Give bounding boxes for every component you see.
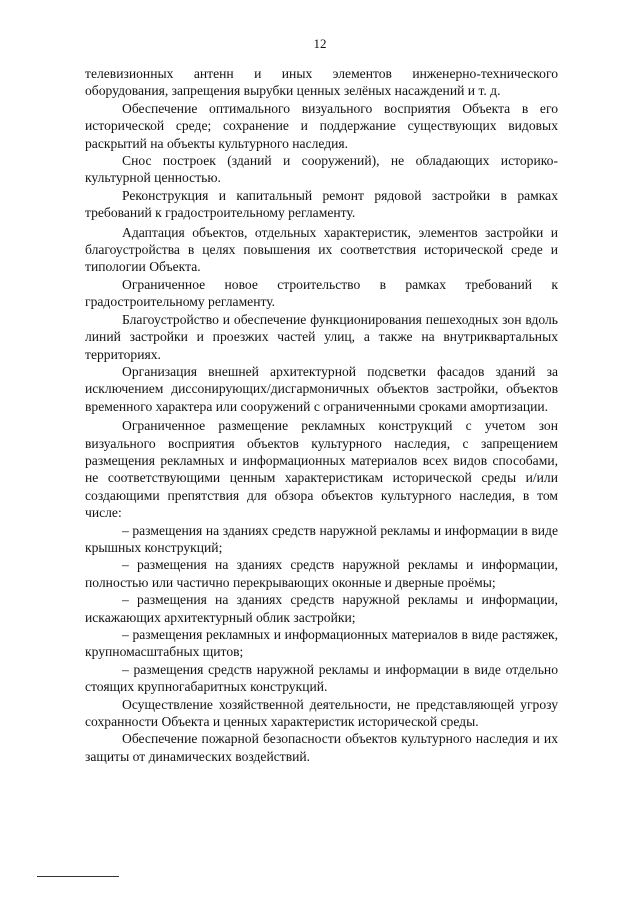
paragraph-demolition: Снос построек (зданий и сооружений), не обладающих историко-культурной ценностью. — [85, 153, 558, 186]
list-item-freestanding: – размещения средств наружной рекламы и информации в виде отдельно стоящих крупногабаритных конструкций. — [85, 661, 558, 695]
list-item-banners: – размещения рекламных и информационных материалов в виде растяжек, крупномасштабных щитов; — [85, 627, 558, 660]
paragraph-reconstruction: Реконструкция и капитальный ремонт рядовой застройки в рамках требований к градостроительному регламенту. — [85, 187, 558, 221]
paragraph-continuation: телевизионных антенн и иных элементов инженерно-технического оборудования, запрещения вырубки ценных зелёных насаждений и т. д. — [85, 66, 558, 99]
list-item-facade-distortion: – размещения на зданиях средств наружной рекламы и информации, искажающих архитектурный облик застройки; — [85, 592, 558, 625]
page-number: 12 — [313, 36, 327, 51]
paragraph-advertising: Ограниченное размещение рекламных конструкций с учетом зон визуального восприятия объектов культурного наследия, с запрещением размещения рекламных и информационных материалов всех видов способами, не соответствующими ценным характеристикам исторической среды и/или создающими препятствия для обзора объектов культурного наследия, в том числе: — [85, 418, 558, 521]
paragraph-new-construction: Ограниченное новое строительство в рамках требований к градостроительному регламенту. — [85, 276, 558, 310]
paragraph-fire-safety: Обеспечение пожарной безопасности объектов культурного наследия и их защиты от динамических воздействий. — [85, 731, 558, 764]
paragraph-adaptation: Адаптация объектов, отдельных характеристик, элементов застройки и благоустройства в целях повышения их соответствия исторической среде и типологии Объекта. — [85, 224, 558, 275]
paragraph-landscaping: Благоустройство и обеспечение функционирования пешеходных зон вдоль линий застройки и проезжих частей улиц, а также на внутриквартальных территориях. — [85, 311, 558, 362]
footer-divider — [37, 876, 119, 877]
document-body — [85, 65, 558, 765]
list-item-window-coverage: – размещения на зданиях средств наружной рекламы и информации, полностью или частично перекрывающих оконные и дверные проёмы; — [85, 557, 558, 590]
list-item-roof-structures: – размещения на зданиях средств наружной рекламы и информации в виде крышных конструкций; — [85, 522, 558, 555]
paragraph-lighting: Организация внешней архитектурной подсветки фасадов зданий за исключением диссонирующих/дисгармоничных объектов застройки, объектов временного характера или сооружений с ограниченными сроками амортизации. — [85, 363, 558, 414]
paragraph-visual-perception: Обеспечение оптимального визуального восприятия Объекта в его исторической среде; сохранение и поддержание существующих видовых раскрытий на объекты культурного наследия. — [85, 100, 558, 151]
paragraph-economic-activity: Осуществление хозяйственной деятельности, не представляющей угрозу сохранности Объекта и ценных характеристик исторической среды. — [85, 696, 558, 730]
